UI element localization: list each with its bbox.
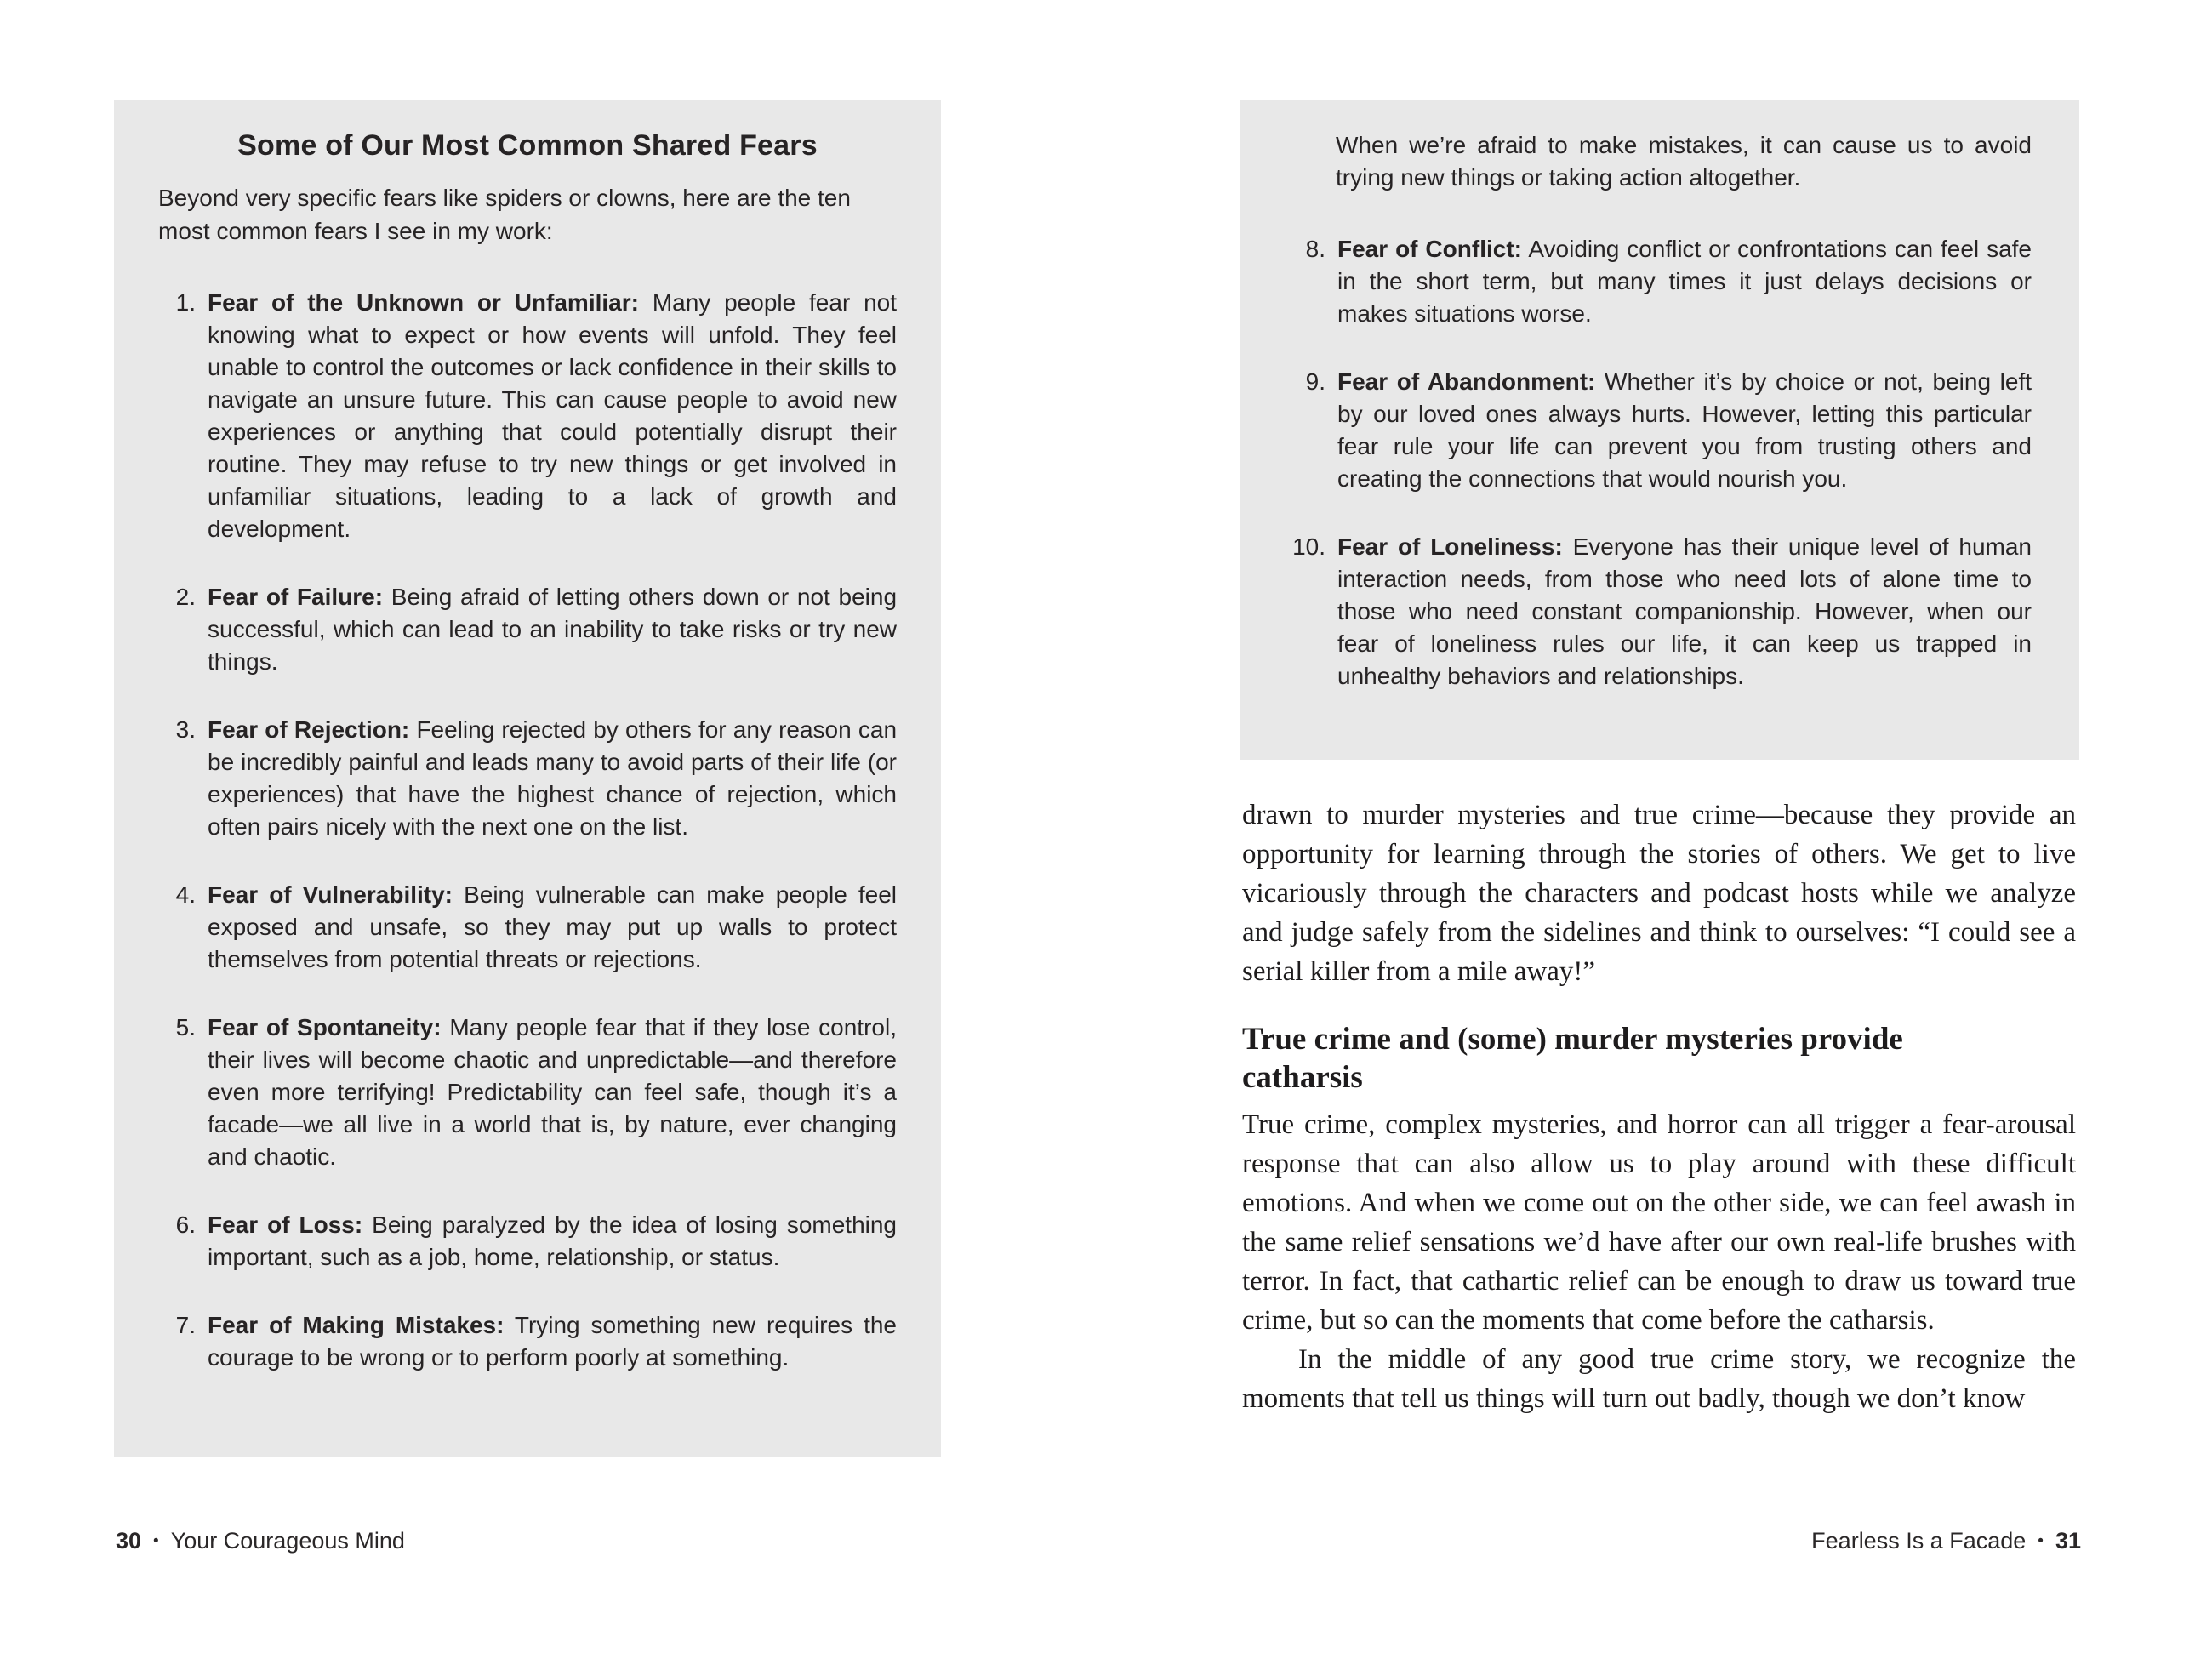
page-number-right: 31 — [2055, 1528, 2081, 1554]
item-number: 3. — [175, 716, 196, 743]
box-title: Some of Our Most Common Shared Fears — [237, 129, 818, 162]
body-paragraph-2: True crime, complex mysteries, and horror can all trigger a fear-arousal response that can also allow us to play around with these difficult emotions. And when we come out on the other side, we can feel awash in the same relief sensations we’d have after our own real-life brushes with terror. In fact, that cathartic relief can be enough to draw us toward true crime, but so can the moments that come before the catharsis. — [1242, 1109, 2076, 1336]
box-intro: Beyond very specific fears like spiders or clowns, here are the ten most common fears I see in my work: — [158, 185, 851, 244]
item-title: Fear of Loss: — [208, 1211, 363, 1238]
body-paragraph-3: In the middle of any good true crime story, we recognize the moments that tell us things will turn out badly, though we don’t know — [1242, 1344, 2076, 1414]
item-text: Trying something new requires the courage to be wrong or to perform poorly at something. — [208, 1312, 897, 1371]
item-number: 2. — [175, 584, 196, 610]
item-title: Fear of Vulnerability: — [208, 881, 453, 908]
item-title: Fear of Spontaneity: — [208, 1014, 442, 1040]
chapter-title-right: Fearless Is a Facade — [1811, 1528, 2027, 1554]
item-title: Fear of Abandonment: — [1337, 368, 1596, 395]
section-heading: True crime and (some) murder mysteries provide catharsis — [1242, 1022, 1903, 1095]
item-text: Feeling rejected by others for any reason can be incredibly painful and leads many to avoid parts of their life (or experiences) that have the highest chance of rejection, which often pairs nicely with the next one on the list. — [208, 716, 898, 840]
item-title: Fear of Failure: — [208, 584, 384, 610]
fear-item-4 — [158, 879, 897, 976]
item-title: Fear of Making Mistakes: — [208, 1312, 505, 1338]
item-number: 10. — [1292, 533, 1325, 560]
item-text: Being vulnerable can make people feel exposed and unsafe, so they may put up walls to protect themselves from potential threats or rejections. — [208, 881, 897, 972]
item-text: Avoiding conflict or confrontations can feel safe in the short term, but many times it just delays decisions or makes situations worse. — [1337, 236, 2032, 327]
fear-item-6 — [158, 1209, 897, 1274]
item-number: 8. — [1305, 236, 1325, 262]
item-title: Fear of Rejection: — [208, 716, 410, 743]
fear-list-8-10 — [1288, 233, 2032, 693]
chapter-title-left: Your Courageous Mind — [170, 1528, 405, 1554]
shared-fears-box-continued — [1240, 100, 2079, 760]
fear-item-1 — [158, 287, 897, 545]
right-page-footer — [1811, 1528, 2081, 1554]
fear-item-7 — [158, 1309, 897, 1374]
item-number: 6. — [175, 1211, 196, 1238]
item-text: Everyone has their unique level of human interaction needs, from those who need lots of alone time to those who need constant companionship. However, when our fear of loneliness rules our life, it can keep us trapped in unhealthy behaviors and relationships. — [1337, 533, 2032, 689]
body-text-column — [1242, 795, 2076, 1418]
item-text: Being afraid of letting others down or not being successful, which can lead to an inability to take risks or try new things. — [208, 584, 898, 675]
fear-item-10 — [1288, 531, 2032, 693]
item-title: Fear of the Unknown or Unfamiliar: — [208, 289, 639, 316]
item-title: Fear of Conflict: — [1337, 236, 1522, 262]
item-number: 7. — [175, 1312, 196, 1338]
item-text: Whether it’s by choice or not, being left by our loved ones always hurts. However, letting this particular fear rule your life can prevent you from trusting others and creating the connections that would nourish you. — [1337, 368, 2032, 492]
fear-list-1-7 — [158, 287, 897, 1374]
bullet-separator-icon: • — [153, 1532, 159, 1550]
fear-item-2 — [158, 581, 897, 678]
left-page-footer — [116, 1528, 405, 1554]
body-paragraph-1: drawn to murder mysteries and true crime—because they provide an opportunity for learning through the stories of others. We get to live vicariously through the characters and podcast hosts while we analyze and judge safely from the sidelines and think to ourselves: “I could see a serial killer from a mile away!” — [1242, 800, 2076, 987]
item-title: Fear of Loneliness: — [1337, 533, 1563, 560]
item-text: Being paralyzed by the idea of losing something important, such as a job, home, relationship, or status. — [208, 1211, 898, 1270]
fear-item-8 — [1288, 233, 2032, 330]
fear-item-5 — [158, 1012, 897, 1173]
item-number: 4. — [175, 881, 196, 908]
page-number-left: 30 — [116, 1528, 142, 1554]
item-number: 9. — [1305, 368, 1325, 395]
fear-item-3 — [158, 714, 897, 843]
item-7-continuation: When we’re afraid to make mistakes, it can cause us to avoid trying new things or taking action altogether. — [1336, 132, 2032, 191]
bullet-separator-icon: • — [2038, 1532, 2044, 1550]
item-number: 1. — [175, 289, 196, 316]
fear-item-9 — [1288, 366, 2032, 495]
item-text: Many people fear that if they lose control, their lives will become chaotic and unpredictable—and therefore even more terrifying! Predictability can feel safe, though it’s a facade—we all live in a world that is, by nature, ever changing and chaotic. — [208, 1014, 897, 1170]
item-text: Many people fear not knowing what to expect or how events will unfold. They feel unable to control the outcomes or lack confidence in their skills to navigate an unsure future. This can cause people to avoid new experiences or anything that could potentially disrupt their routine. They may refuse to try new things or get involved in unfamiliar situations, leading to a lack of growth and development. — [208, 289, 898, 542]
item-number: 5. — [175, 1014, 196, 1040]
shared-fears-box — [114, 100, 941, 1457]
